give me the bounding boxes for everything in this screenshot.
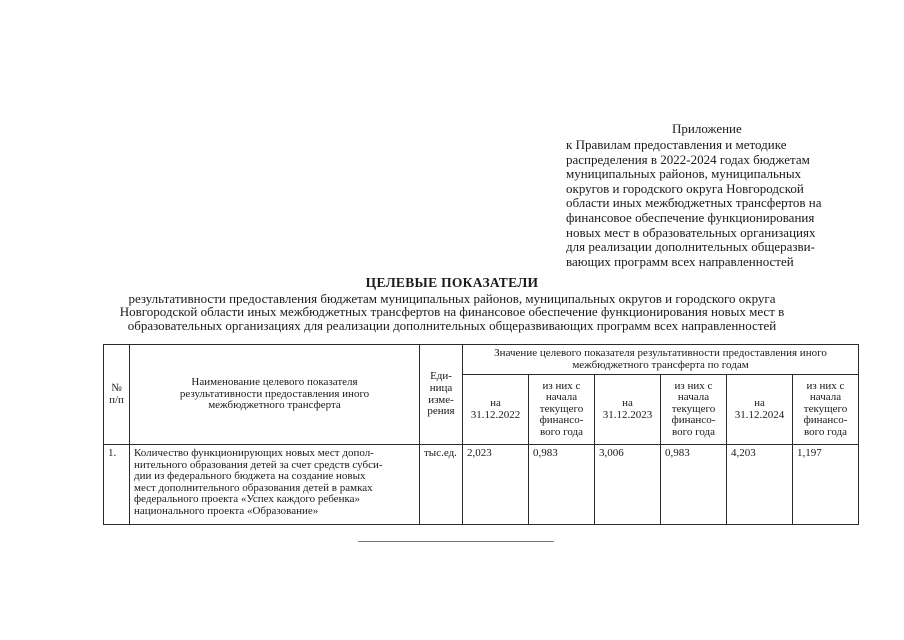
header-since-start-2024 [793,375,859,445]
header-unit-text: Еди- ница изме- рения [427,370,455,418]
appendix-line: финансовое обеспечение функционирования [566,209,815,225]
header-unit [420,345,463,445]
appendix-line: для реализации дополнительных общеразви- [566,239,815,255]
header-value-2022 [463,375,529,445]
appendix-title: Приложение [672,121,742,136]
subtitle-line: результативности предоставления бюджетам муниципальных районов, муниципальных округов и городского округа [128,291,776,306]
header-group-text: Значение целевого показателя результативности предоставления иного межбюджетного трансферта по годам [494,346,827,371]
appendix-line: муниципальных районов, муниципальных [566,166,802,182]
header-value-2024 [727,375,793,445]
header-value-2024-text: на 31.12.2024 [734,396,785,421]
row-value: 0,983 [529,445,595,525]
header-num-text: № п/п [109,381,124,406]
header-since-start-2022 [529,375,595,445]
header-value-2022-text: на 31.12.2022 [470,396,521,421]
header-since-start-2023 [661,375,727,445]
appendix-line: к Правилам предоставления и методике [566,137,787,152]
appendix-line: вающих программ всех направленностей [566,253,794,269]
header-name-text: Наименование целевого показателя результативности предоставления иного межбюджетного трансферта [179,376,370,412]
footer-divider [358,541,554,542]
header-group [463,345,859,375]
subtitle-line: образовательных организациях для реализации дополнительных общеразвивающих программ всех направленностей [127,317,777,333]
appendix-line: области иных межбюджетных трансфертов на [566,195,822,211]
row-unit: тыс.ед. [420,445,463,525]
header-name [130,345,420,445]
document-title: ЦЕЛЕВЫЕ ПОКАЗАТЕЛИ [365,275,539,290]
row-value: 4,203 [727,445,793,525]
header-since-start-2023-text: из них с начала текущего финансо- вого года [671,379,716,438]
header-since-start-2022-text: из них с начала текущего финансо- вого года [539,379,584,438]
indicators-table [103,344,859,525]
row-num: 1. [104,445,130,525]
subtitle-line: Новгородской области иных межбюджетных трансфертов на финансовое обеспечение функционирования новых мест в [119,304,785,320]
appendix-text [566,138,866,269]
header-value-2023 [595,375,661,445]
row-value: 1,197 [793,445,859,525]
row-name-text: Количество функционирующих новых мест допол- нительного образования детей за счет средств субси- дии из федерального бюджета на создание новых мест дополнительного образования детей в рамках федерального проекта «Успех каждого ребенка» национального проекта «Образование» [134,447,383,517]
appendix-line: новых мест в образовательных организациях [566,224,816,240]
row-value: 0,983 [661,445,727,525]
appendix-line: округов и городского округа Новгородской [566,180,804,196]
header-num [104,345,130,445]
row-name [130,445,420,525]
header-since-start-2024-text: из них с начала текущего финансо- вого года [803,379,848,438]
header-value-2023-text: на 31.12.2023 [602,396,653,421]
document-subtitle [0,292,904,332]
row-value: 3,006 [595,445,661,525]
row-value: 2,023 [463,445,529,525]
appendix-line: распределения в 2022-2024 годах бюджетам [566,151,810,167]
table-row [104,445,859,525]
